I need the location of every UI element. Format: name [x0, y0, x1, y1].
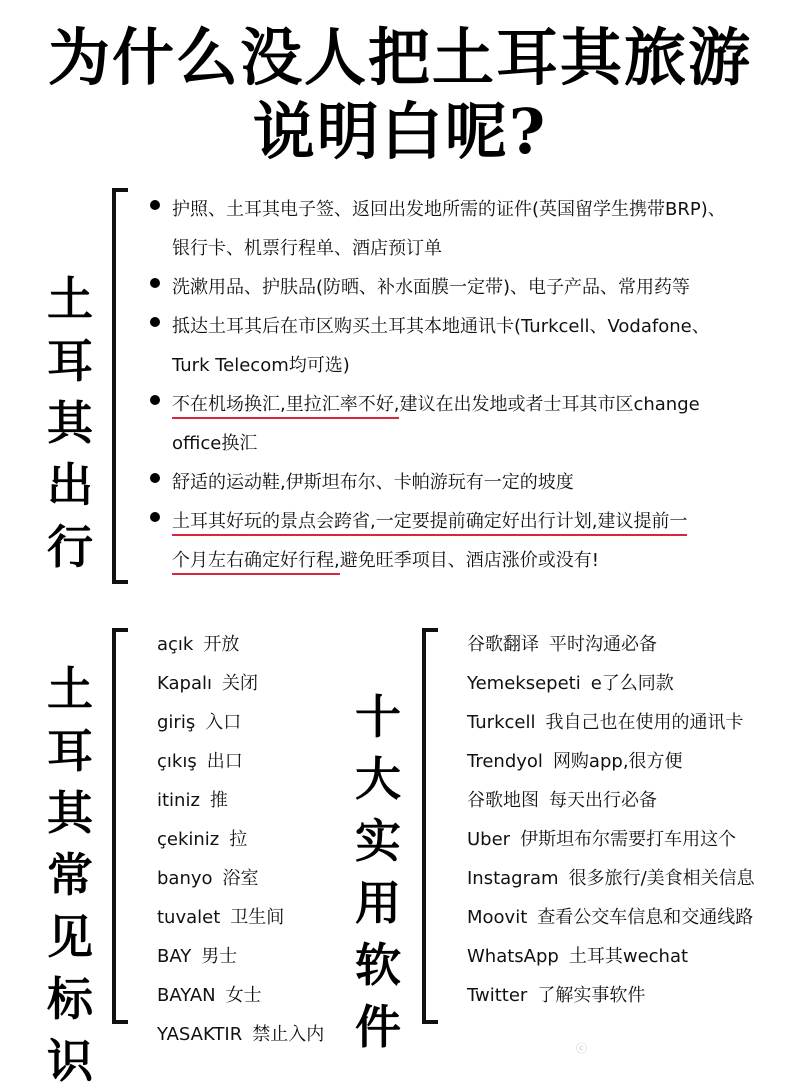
checklist-item: [150, 307, 790, 385]
sign-chinese: 关闭: [221, 673, 258, 694]
bullet-icon: [150, 278, 160, 288]
checklist-line: [172, 268, 790, 307]
label-char: 实: [355, 814, 401, 868]
checklist-item: [150, 463, 790, 502]
sign-chinese: 推: [209, 790, 228, 811]
app-name: WhatsApp: [467, 946, 559, 967]
app-row: [467, 820, 755, 859]
checklist-text: 洗漱用品、护肤品(防晒、补水面膜一定带)、电子产品、常用药等: [172, 277, 691, 298]
label-char: 出: [47, 458, 93, 512]
sign-row: [157, 742, 324, 781]
sign-chinese: 男士: [201, 946, 238, 967]
highlighted-text: 不在机场换汇,里拉汇率不好,: [172, 394, 399, 419]
page-title-line-2: 说明白呢?: [252, 95, 548, 168]
sign-turkish: Kapalı: [157, 673, 212, 694]
sign-turkish: tuvalet: [157, 907, 221, 928]
app-row: [467, 859, 755, 898]
sign-row: [157, 664, 324, 703]
highlighted-text: 土耳其好玩的景点会跨省,一定要提前确定好出行计划,建议提前一: [172, 511, 687, 536]
label-char: 耳: [47, 334, 93, 388]
app-desc: 很多旅行/美食相关信息: [568, 868, 755, 889]
sign-turkish: BAY: [157, 946, 192, 967]
app-desc: 平时沟通必备: [549, 634, 657, 655]
app-row: [467, 742, 755, 781]
label-char: 见: [47, 910, 93, 964]
app-name: 谷歌翻译: [467, 634, 539, 655]
app-desc: 每天出行必备: [549, 790, 657, 811]
section-apps-label: [348, 686, 408, 1058]
sign-row: [157, 781, 324, 820]
sign-row: [157, 625, 324, 664]
checklist-text: Turk Telecom均可选): [172, 355, 350, 376]
sign-row: [157, 703, 324, 742]
sign-row: [157, 859, 324, 898]
checklist-line: [172, 502, 790, 541]
checklist-line: [172, 463, 790, 502]
label-char: 其: [47, 786, 93, 840]
label-char: 用: [355, 876, 401, 930]
sign-row: [157, 976, 324, 1015]
app-desc: 我自己也在使用的通讯卡: [545, 712, 744, 733]
sign-chinese: 出口: [206, 751, 243, 772]
label-char: 软: [355, 938, 401, 992]
checklist-line: [172, 424, 790, 463]
sign-turkish: banyo: [157, 868, 213, 889]
app-name: Uber: [467, 829, 511, 850]
watermark: ⓒ: [576, 1042, 587, 1055]
sign-row: [157, 820, 324, 859]
app-row: [467, 625, 755, 664]
app-row: [467, 976, 755, 1015]
checklist-line: [172, 541, 790, 580]
signs-list: [157, 625, 324, 1054]
checklist-line: [172, 385, 790, 424]
app-name: Trendyol: [467, 751, 543, 772]
app-row: [467, 703, 755, 742]
sign-chinese: 入口: [205, 712, 242, 733]
app-row: [467, 781, 755, 820]
travel-checklist: [150, 190, 790, 580]
label-char: 土: [47, 272, 93, 326]
sign-chinese: 卫生间: [230, 907, 285, 928]
checklist-line: [172, 229, 790, 268]
checklist-text: 建议在出发地或者士耳其市区change: [399, 394, 700, 415]
sign-turkish: açık: [157, 634, 194, 655]
checklist-item: [150, 268, 790, 307]
label-char: 常: [47, 848, 93, 902]
app-name: Yemeksepeti: [467, 673, 581, 694]
sign-turkish: BAYAN: [157, 985, 216, 1006]
app-row: [467, 937, 755, 976]
app-desc: 伊斯坦布尔需要打车用这个: [520, 829, 737, 850]
bullet-icon: [150, 200, 160, 210]
app-desc: e了么同款: [590, 673, 674, 694]
section-travel-bracket: [112, 188, 128, 584]
checklist-text: 护照、土耳其电子签、返回出发地所需的证件(英国留学生携带BRP)、: [172, 199, 726, 220]
label-char: 土: [47, 662, 93, 716]
label-char: 识: [47, 1034, 93, 1088]
checklist-item: [150, 385, 790, 463]
bullet-icon: [150, 395, 160, 405]
sign-turkish: YASAKTIR: [157, 1024, 243, 1045]
app-desc: 土耳其wechat: [568, 946, 689, 967]
checklist-item: [150, 502, 790, 580]
checklist-text: 避免旺季项目、酒店涨价或没有!: [339, 550, 599, 571]
sign-chinese: 浴室: [222, 868, 259, 889]
bullet-icon: [150, 317, 160, 327]
sign-turkish: çıkış: [157, 751, 197, 772]
apps-list: [467, 625, 755, 1015]
sign-row: [157, 898, 324, 937]
section-signs-label: [40, 658, 100, 1092]
label-char: 其: [47, 396, 93, 450]
sign-turkish: giriş: [157, 712, 196, 733]
bullet-icon: [150, 473, 160, 483]
checklist-text: 舒适的运动鞋,伊斯坦布尔、卡帕游玩有一定的坡度: [172, 472, 574, 493]
app-name: Instagram: [467, 868, 559, 889]
section-travel-label: [40, 268, 100, 578]
app-name: Moovit: [467, 907, 528, 928]
app-desc: 网购app,很方便: [552, 751, 683, 772]
sign-chinese: 女士: [225, 985, 262, 1006]
label-char: 件: [355, 1000, 401, 1054]
page-title-line-1: 为什么没人把土耳其旅游: [47, 21, 752, 94]
sign-chinese: 禁止入内: [252, 1024, 325, 1045]
sign-row: [157, 937, 324, 976]
checklist-item: [150, 190, 790, 268]
app-desc: 了解实事软件: [537, 985, 646, 1006]
label-char: 十: [355, 690, 401, 744]
app-name: Turkcell: [467, 712, 536, 733]
sign-turkish: itiniz: [157, 790, 200, 811]
checklist-line: [172, 307, 790, 346]
checklist-line: [172, 346, 790, 385]
sign-chinese: 拉: [229, 829, 248, 850]
label-char: 大: [355, 752, 401, 806]
checklist-text: office换汇: [172, 433, 258, 454]
app-name: Twitter: [467, 985, 528, 1006]
app-row: [467, 664, 755, 703]
app-desc: 查看公交车信息和交通线路: [537, 907, 754, 928]
app-row: [467, 898, 755, 937]
sign-turkish: çekiniz: [157, 829, 220, 850]
label-char: 耳: [47, 724, 93, 778]
sign-chinese: 开放: [203, 634, 240, 655]
app-name: 谷歌地图: [467, 790, 539, 811]
checklist-text: 银行卡、机票行程单、酒店预订单: [172, 238, 442, 259]
bullet-icon: [150, 512, 160, 522]
sign-row: [157, 1015, 324, 1054]
checklist-line: [172, 190, 790, 229]
section-signs-bracket: [112, 628, 128, 1024]
label-char: 行: [47, 520, 93, 574]
label-char: 标: [47, 972, 93, 1026]
section-apps-bracket: [422, 628, 438, 1024]
highlighted-text: 个月左右确定好行程,: [172, 550, 340, 575]
checklist-text: 抵达土耳其后在市区购买土耳其本地通讯卡(Turkcell、Vodafone、: [172, 316, 710, 337]
